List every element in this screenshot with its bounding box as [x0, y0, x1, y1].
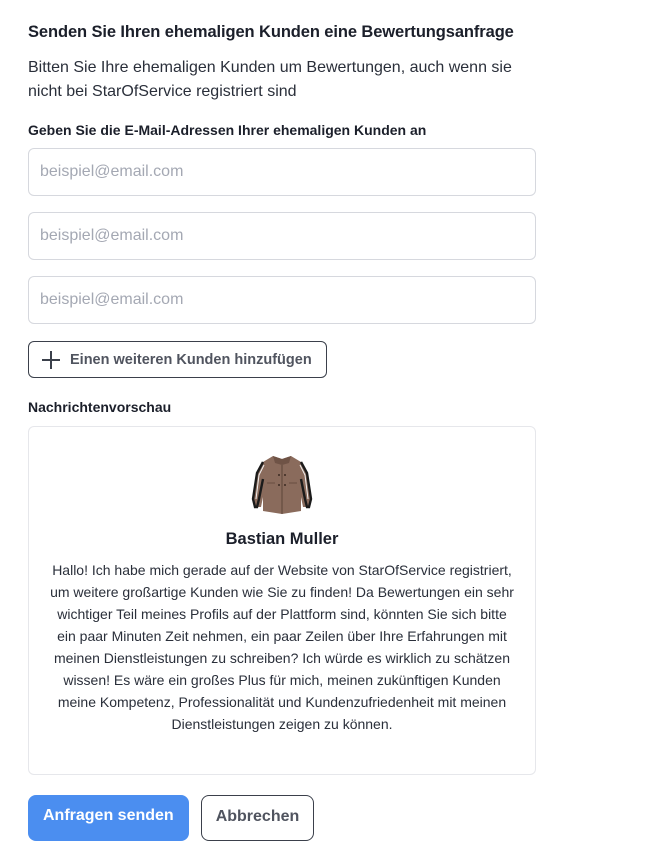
- page-subtitle: Bitten Sie Ihre ehemaligen Kunden um Bewertungen, auch wenn sie nicht bei StarOfService registriert sind: [28, 59, 512, 100]
- email-field-3[interactable]: [28, 276, 536, 324]
- preview-label: Nachrichtenvorschau: [28, 399, 172, 415]
- page-title: Senden Sie Ihren ehemaligen Kunden eine Bewertungsanfrage: [28, 23, 514, 41]
- plus-icon: [42, 351, 60, 369]
- professional-name: Bastian Muller: [225, 530, 339, 548]
- preview-message: Hallo! Ich habe mich gerade auf der Website von StarOfService registriert, um weitere großartige Kunden wie Sie zu finden! Da Bewertungen ein sehr wichtiger Teil meines Profils auf der Plattform sind, könnten Sie sich bitte ein paar Minuten Zeit nehmen, ein paar Zeilen über Ihre Erfahrungen mit meinen Dienstleistungen zu schreiben? Ich würde es wirklich zu schätzen wissen! Es wäre ein großes Plus für mich, meinen zukünftigen Kunden meine Kompetenz, Professionalität und Kundenzufriedenheit mit meinen Dienstleistungen zeigen zu können.: [50, 562, 514, 732]
- jacket-avatar: [251, 453, 313, 517]
- form-actions: [28, 795, 314, 841]
- message-preview-card: [28, 426, 536, 775]
- send-requests-button[interactable]: Anfragen senden: [28, 795, 189, 841]
- add-customer-label: Einen weiteren Kunden hinzufügen: [70, 351, 312, 368]
- review-request-form: [28, 20, 536, 775]
- email-field-2[interactable]: [28, 212, 536, 260]
- email-field-1[interactable]: [28, 148, 536, 196]
- add-customer-button[interactable]: [28, 341, 327, 378]
- emails-label: Geben Sie die E-Mail-Adressen Ihrer ehemaligen Kunden an: [28, 122, 427, 138]
- cancel-button[interactable]: Abbrechen: [201, 795, 315, 841]
